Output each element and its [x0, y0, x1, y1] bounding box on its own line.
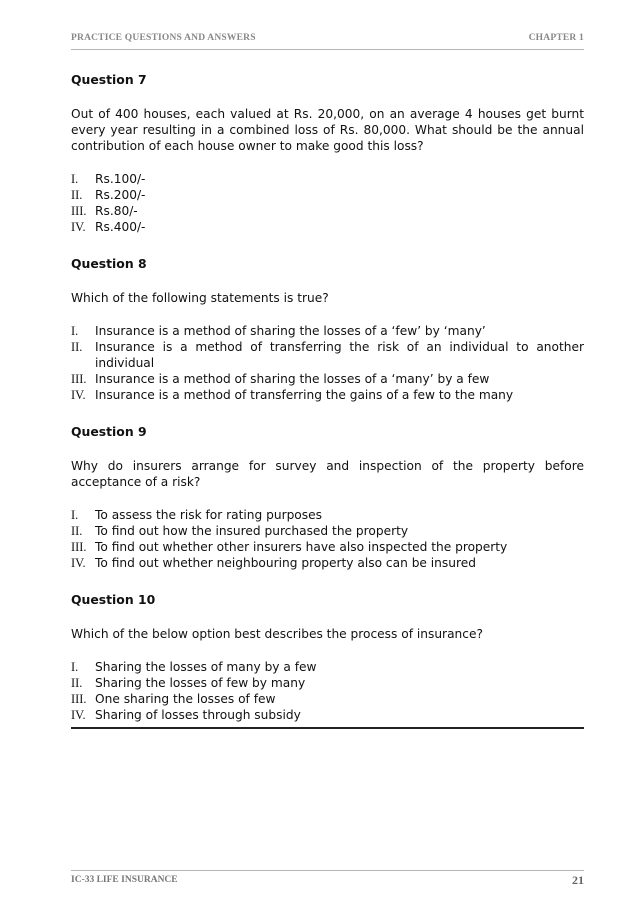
option-number: I.	[71, 172, 79, 186]
option-number: I.	[71, 508, 79, 522]
option-text: Rs.80/-	[95, 204, 138, 218]
header-divider	[71, 49, 584, 50]
question-title: Question 8	[71, 256, 147, 271]
option-list	[71, 171, 584, 235]
option-item	[71, 323, 584, 339]
option-text: To find out whether neighbouring property also can be insured	[95, 556, 476, 570]
question-block-7	[71, 72, 584, 235]
option-text: Rs.400/-	[95, 220, 146, 234]
question-text: Why do insurers arrange for survey and inspection of the property before acceptance of a risk?	[71, 459, 584, 489]
option-number: III.	[71, 204, 87, 218]
option-list	[71, 507, 584, 571]
option-text: To find out whether other insurers have also inspected the property	[95, 540, 508, 554]
option-number: I.	[71, 324, 79, 338]
option-number: II.	[71, 524, 83, 538]
option-number: IV.	[71, 220, 86, 234]
question-block-10	[71, 592, 584, 723]
option-item	[71, 371, 584, 387]
option-item	[71, 523, 584, 539]
option-item	[71, 171, 584, 187]
option-list	[71, 323, 584, 403]
option-number: III.	[71, 692, 87, 706]
option-item	[71, 203, 584, 219]
question-title: Question 7	[71, 72, 147, 87]
option-item	[71, 707, 584, 723]
option-text: Sharing the losses of many by a few	[95, 660, 317, 674]
question-block-8	[71, 256, 584, 403]
option-number: IV.	[71, 388, 86, 402]
option-number: I.	[71, 660, 79, 674]
option-text: To find out how the insured purchased the property	[95, 524, 409, 538]
option-text: Rs.200/-	[95, 188, 146, 202]
option-text: Insurance is a method of sharing the losses of a ‘few’ by ‘many’	[95, 324, 486, 338]
section-end-divider	[71, 727, 584, 729]
option-item	[71, 387, 584, 403]
option-text: Insurance is a method of transferring the gains of a few to the many	[95, 388, 514, 402]
question-text: Which of the below option best describes the process of insurance?	[71, 627, 483, 641]
option-number: II.	[71, 188, 83, 202]
option-item	[71, 339, 584, 371]
page-number: 21	[572, 873, 584, 887]
option-text: One sharing the losses of few	[95, 692, 276, 706]
option-item	[71, 219, 584, 235]
option-item	[71, 675, 584, 691]
option-text: To assess the risk for rating purposes	[95, 508, 322, 522]
question-title: Question 9	[71, 424, 147, 439]
option-item	[71, 555, 584, 571]
header-chapter: CHAPTER 1	[528, 33, 584, 43]
option-list	[71, 659, 584, 723]
option-number: IV.	[71, 708, 86, 722]
questions-content	[71, 72, 584, 723]
option-number: II.	[71, 676, 83, 690]
footer-course-title: IC-33 LIFE INSURANCE	[71, 875, 178, 885]
footer-divider	[71, 870, 584, 871]
page-footer	[71, 873, 584, 889]
option-number: IV.	[71, 556, 86, 570]
option-item	[71, 659, 584, 675]
option-item	[71, 187, 584, 203]
option-text: Insurance is a method of sharing the losses of a ‘many’ by a few	[95, 372, 490, 386]
option-text: Rs.100/-	[95, 172, 146, 186]
option-item	[71, 507, 584, 523]
option-text: Sharing the losses of few by many	[95, 676, 306, 690]
question-block-9	[71, 424, 584, 571]
option-item	[71, 691, 584, 707]
question-text: Out of 400 houses, each valued at Rs. 20,000, on an average 4 houses get burnt every year resulting in a combined loss of Rs. 80,000. What should be the annual contribution of each house owner to make good this loss?	[71, 107, 584, 153]
option-text: Sharing of losses through subsidy	[95, 708, 301, 722]
option-number: II.	[71, 340, 83, 354]
header-title: PRACTICE QUESTIONS AND ANSWERS	[71, 33, 256, 43]
option-text: Insurance is a method of transferring the risk of an individual to another individual	[95, 340, 584, 370]
option-number: III.	[71, 540, 87, 554]
page-header	[71, 33, 584, 47]
option-item	[71, 539, 584, 555]
question-text: Which of the following statements is true?	[71, 291, 329, 305]
option-number: III.	[71, 372, 87, 386]
question-title: Question 10	[71, 592, 156, 607]
